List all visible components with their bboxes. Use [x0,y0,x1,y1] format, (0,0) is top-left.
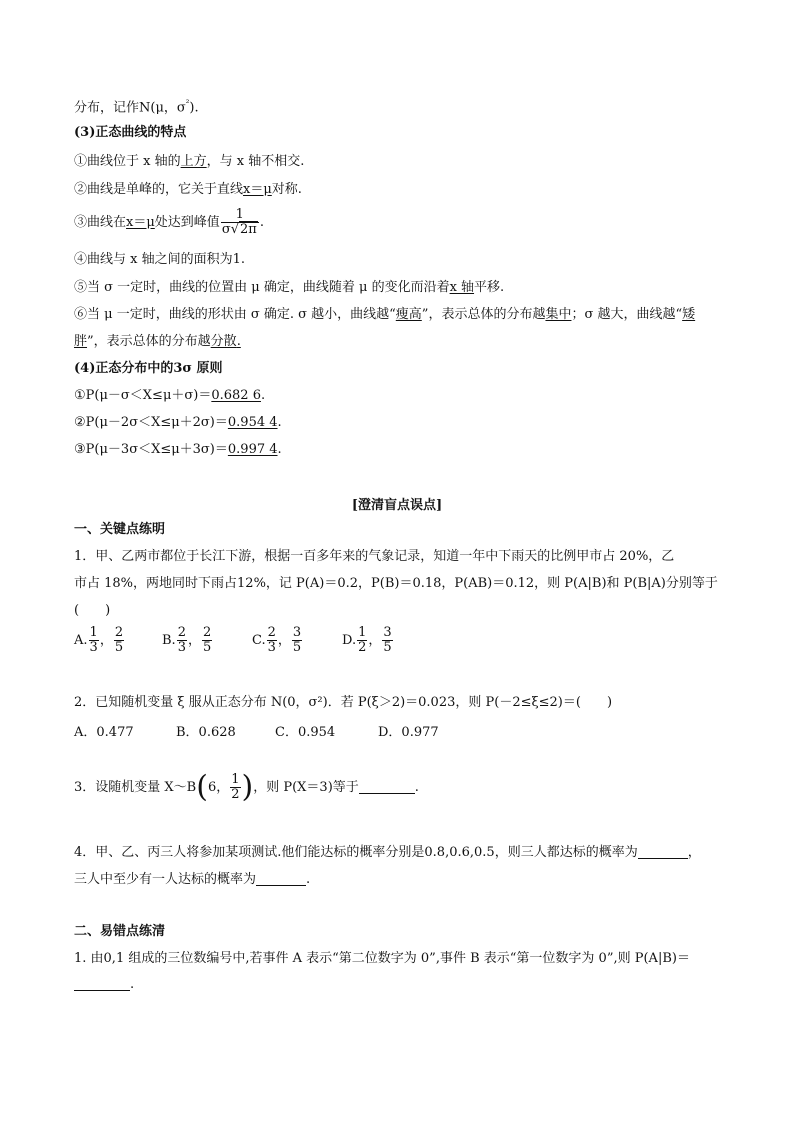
property-5 [74,279,504,297]
fraction [202,626,212,655]
fraction [357,626,367,655]
answer-underlined: 胖 [74,334,88,349]
comma: ， [99,633,113,648]
text: ，与 x 轴不相交. [206,154,305,169]
normal-notation-line [74,95,199,117]
part2-heading: 二、易错点练清 [74,924,166,939]
answer-underlined: 0.954 4 [227,415,278,430]
denominator: σ√2π [221,222,257,237]
heading-4: (4)正态分布中的3σ 原则 [74,361,223,376]
question-2-line1: 2．已知随机变量 ξ 服从正态分布 N(0，σ²)．若 P(ξ＞2)＝0.023，则 P(－2≤ξ≤2)＝( ) [74,695,613,710]
text: ). [189,100,199,116]
part1-heading: 一、关键点练明 [74,522,166,537]
numerator: 1 [89,625,98,640]
text: 三人中至少有一人达标的概率为 [74,872,257,887]
text: 对称. [271,182,302,197]
fraction [89,626,99,655]
numerator: 2 [177,625,186,640]
denominator: 5 [383,640,392,655]
comma: ， [277,633,291,648]
section-title: [澄清盲点误点] [351,498,443,513]
text: ③曲线在 [74,215,127,230]
text: 平移. [474,280,505,295]
question-1-line1: 1．甲、乙两市都位于长江下游，根据一百多年来的气象记录，知道一年中下雨天的比例甲市占 20%，乙 [74,549,675,564]
option-a[interactable] [74,626,125,655]
answer-underlined: x＝μ [243,182,272,197]
text: . [277,415,282,430]
answer-underlined: 分散 [210,334,237,349]
property-2 [74,181,302,199]
answer-underlined: 0.682 6 [211,388,261,403]
numerator: 3 [292,625,302,640]
superscript: ² [185,99,190,109]
text: ③P(μ－3σ＜X≤μ＋3σ)＝ [74,442,228,457]
answer-underlined: 上方 [180,154,207,169]
option-b[interactable]: B．0.628 [176,725,236,740]
comma: ， [368,633,382,648]
property-6 [74,306,695,324]
text: . [260,388,266,403]
text: . [277,442,282,457]
answer-underlined: 矮 [682,307,696,322]
text: ⑤当 σ 一定时，曲线的位置由 μ 确定，曲线随着 μ 的变化而沿着 [74,280,450,295]
answer-underlined: 集中 [545,307,572,322]
rule-1 [74,387,265,405]
denominator: 3 [89,640,98,655]
answer-underlined: x 轴 [449,280,475,295]
text: 处达到峰值 [154,215,220,230]
numerator: 1 [358,625,367,640]
denominator: 5 [202,640,212,655]
part2-question-1-line2 [74,976,134,994]
denominator: 2 [358,640,367,655]
answer-underlined: x＝μ [126,215,155,230]
numerator: 1 [221,208,259,223]
sqrt-content: 2π [239,222,257,237]
rule-3 [74,441,282,459]
answer-blank[interactable] [74,976,130,991]
rule-2 [74,414,282,432]
text: . [236,334,241,349]
answer-blank[interactable] [638,844,688,859]
numerator: 3 [383,625,392,640]
numerator: 2 [267,625,276,640]
text: . [130,977,135,992]
text: 3．设随机变量 X～B [74,780,197,795]
question-4-line1 [74,844,701,862]
sigma: σ [221,222,231,237]
fraction [230,773,240,802]
option-d[interactable]: D．0.977 [378,725,439,740]
fraction [292,626,302,655]
answer-blank[interactable] [359,779,415,794]
text: 6， [207,780,230,795]
heading-3: (3)正态曲线的特点 [74,125,187,140]
property-1 [74,153,304,171]
fraction [267,626,277,655]
answer-underlined: 0.997 4 [227,442,278,457]
option-b[interactable] [162,626,213,655]
text: ， [687,845,701,860]
option-letter: D. [342,633,357,648]
numerator: 2 [114,625,124,640]
numerator: 2 [202,625,212,640]
comma: ， [187,633,201,648]
property-4: ④曲线与 x 轴之间的面积为1. [74,252,245,267]
option-c[interactable] [252,626,303,655]
text: ②P(μ－2σ＜X≤μ＋2σ)＝ [74,415,228,430]
question-1-line3: ( ) [74,603,111,618]
text: ②曲线是单峰的，它关于直线 [74,182,244,197]
text: ；σ 越大，曲线越“ [571,307,683,322]
option-d[interactable] [342,626,394,655]
left-paren: ( [196,769,208,805]
denominator: 5 [292,640,302,655]
text: ”，表示总体的分布越 [421,307,546,322]
question-1-line2: 市占 18%，两地同时下雨占12%，记 P(A)＝0.2，P(B)＝0.18，P(AB)＝0.12，则 P(A|B)和 P(B|A)分别等于 [74,576,718,591]
denominator: 2 [231,787,240,802]
option-c[interactable]: C．0.954 [275,725,336,740]
peak-fraction [221,208,259,237]
option-letter: B. [162,633,176,648]
numerator: 1 [231,772,240,787]
text: . [259,215,264,230]
option-letter: A. [74,633,88,648]
fraction [114,626,124,655]
text: ①P(μ－σ＜X≤μ＋σ)＝ [74,388,212,403]
text: . [414,780,419,795]
text: . [306,872,311,887]
option-a[interactable]: A．0.477 [74,725,134,740]
answer-blank[interactable] [256,871,306,886]
denominator: 5 [114,640,124,655]
text: ，则 P(X＝3)等于 [253,780,359,795]
question-3 [74,768,419,808]
text: ⑥当 μ 一定时，曲线的形状由 σ 确定. σ 越小，曲线越“ [74,307,396,322]
fraction [382,626,392,655]
right-paren: ) [241,769,254,805]
property-6-cont [74,333,241,351]
part2-question-1-line1: 1. 由0,1 组成的三位数编号中,若事件 A 表示“第二位数字为 0”,事件 B 表示“第一位数字为 0”,则 P(A|B)＝ [74,951,690,966]
fraction [177,626,187,655]
text: ①曲线位于 x 轴的 [74,154,181,169]
option-letter: C. [252,633,266,648]
text: 分布，记作N(μ，σ [74,100,186,116]
denominator: 3 [177,640,186,655]
text: ”，表示总体的分布越 [87,334,211,349]
question-4-line2 [74,871,310,889]
denominator: 3 [267,640,276,655]
text: 4．甲、乙、丙三人将参加某项测试.他们能达标的概率分别是0.8,0.6,0.5，则三人都达标的概率为 [74,845,638,860]
answer-underlined: 瘦高 [395,307,422,322]
property-3 [74,206,264,240]
